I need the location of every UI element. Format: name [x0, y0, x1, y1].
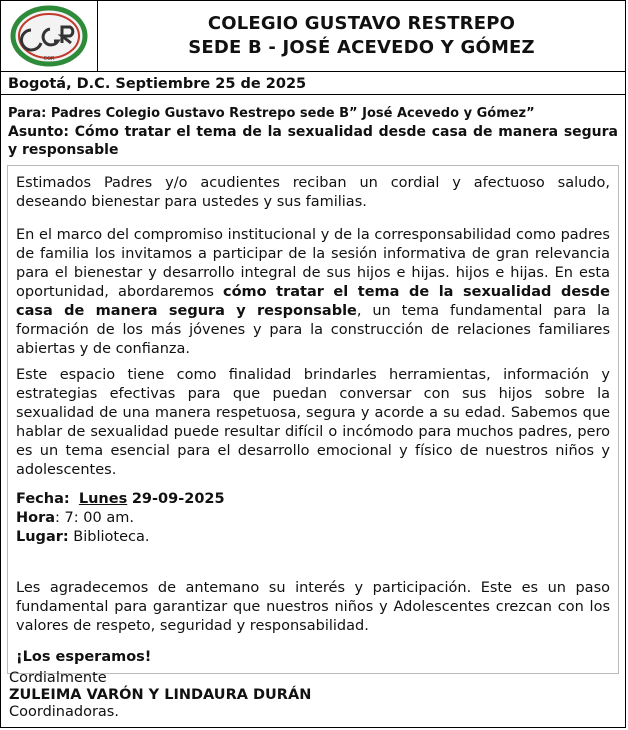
hora-value: : 7: 00 am. — [55, 510, 134, 526]
letter-body — [7, 165, 619, 674]
event-time — [16, 509, 610, 528]
closing-exclamation: ¡Los esperamos! — [16, 649, 152, 665]
invitation-topic: cómo tratar el tema de la sexualidad desde casa de manera segura y responsable — [16, 284, 610, 319]
school-name: COLEGIO GUSTAVO RESTREPO — [207, 13, 516, 34]
title-cell — [98, 1, 625, 71]
signer-role: Coordinadoras. — [9, 704, 119, 720]
closing-paragraph: Les agradecemos de antemano su interés y participación. Este es un paso fundamental para garantizar que nuestros niños y Adolescentes crezcan con los valores de respeto, seguridad y responsabilidad. — [16, 580, 610, 634]
subject-line: Asunto: Cómo tratar el tema de la sexualidad desde casa de manera segura y responsable — [8, 124, 618, 158]
event-details — [16, 490, 610, 547]
invitation-text-a: En el marco del compromiso institucional y de la corresponsabilidad como padres de familia los invitamos a participar de la sesión informativa de gran relevancia para el bienestar y desarrollo integral de sus hijos e hijas. hijos e hijas. En esta oportunidad, abordaremos — [16, 227, 610, 300]
lugar-label: Lugar: — [16, 529, 69, 545]
greeting-paragraph: Estimados Padres y/o acudientes reciban un cordial y afectuoso saludo, deseando bienestar para ustedes y sus familias. — [16, 175, 610, 210]
letter-date: Bogotá, D.C. Septiembre 25 de 2025 — [8, 76, 307, 92]
divider — [1, 94, 625, 95]
signer-names: ZULEIMA VARÓN Y LINDAURA DURÁN — [9, 687, 312, 703]
logo-text: CGR — [43, 56, 55, 62]
signature-block — [9, 670, 311, 721]
lugar-value: Biblioteca. — [68, 529, 150, 545]
recipient-line: Para: Padres Colegio Gustavo Restrepo sede B” José Acevedo y Gómez” — [8, 106, 535, 121]
event-date — [16, 490, 610, 509]
fecha-label: Fecha: — [16, 491, 70, 507]
school-logo-icon — [8, 5, 90, 67]
purpose-paragraph: Este espacio tiene como finalidad brindarles herramientas, información y estrategias efectivas para que puedan conversar con sus hijos sobre la sexualidad de una manera respetuosa, segura y acorde a su edad. Sabemos que hablar de sexualidad puede resultar difícil o incómodo para muchos padres, pero es un tema esencial para el desarrollo emocional y físico de nuestros niños y adolescentes. — [16, 367, 610, 478]
event-place — [16, 528, 610, 547]
hora-label: Hora — [16, 510, 56, 526]
fecha-date: 29-09-2025 — [131, 491, 225, 507]
logo-cell — [1, 1, 98, 71]
invitation-text-c: , un tema fundamental para la formación de los más jóvenes y para la construcción de relaciones familiares abiertas y de confianza. — [16, 303, 610, 357]
fecha-day: Lunes — [78, 491, 128, 507]
signoff: Cordialmente — [9, 670, 107, 686]
letterhead — [1, 1, 625, 72]
school-branch: SEDE B - JOSÉ ACEVEDO Y GÓMEZ — [188, 37, 535, 58]
invitation-paragraph — [16, 226, 610, 359]
